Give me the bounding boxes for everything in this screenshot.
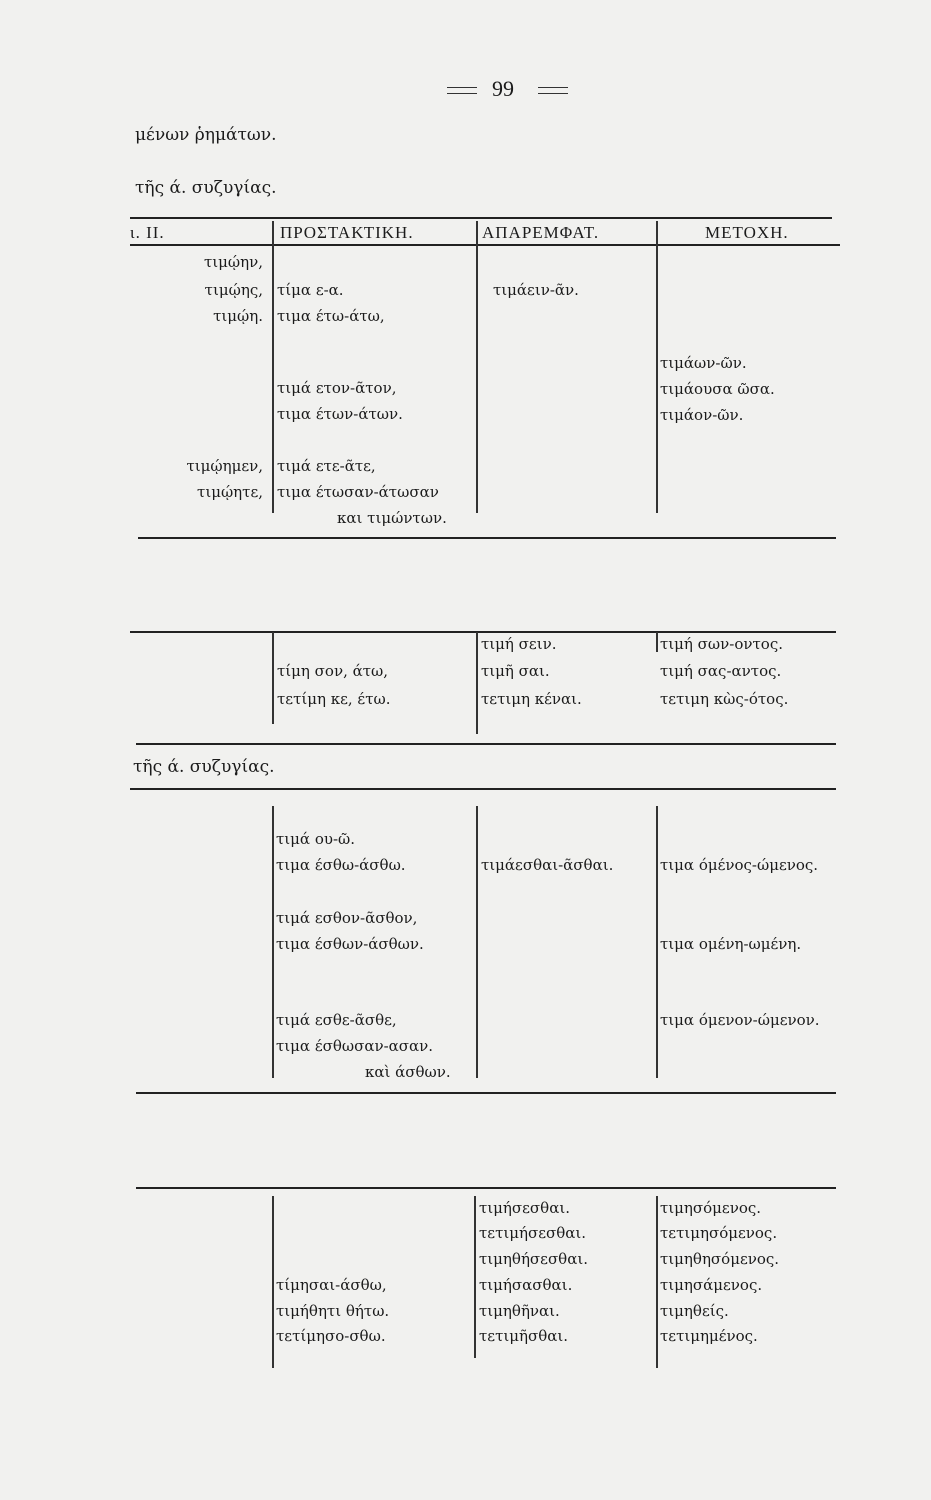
table1-optative-2: τιμῴης, xyxy=(204,281,263,299)
table4-participle-1: τιμησόμενος. xyxy=(660,1199,762,1217)
table3-vline-3 xyxy=(656,806,658,1078)
table2-bottom-rule xyxy=(136,743,836,745)
table1-optative-1: τιμῴην, xyxy=(203,253,263,271)
table2-top-rule xyxy=(130,631,836,633)
table4-infinitive-6: τετιμῆσθαι. xyxy=(479,1327,569,1345)
heading-line-1: μένων ῥημάτων. xyxy=(135,125,277,145)
table1-participle-3: τιμάον-ῶν. xyxy=(660,406,744,424)
page-number-ornament-right xyxy=(538,87,568,94)
table1-vline-3 xyxy=(656,221,658,513)
table3-imperative-4: τιμα έσθων-άσθων. xyxy=(276,935,424,953)
table4-participle-3: τιμηθησόμενος. xyxy=(660,1250,780,1268)
table1-col-participle: ΜΕΤΟΧΗ. xyxy=(705,223,789,242)
table3-imperative-2: τιμα έσθω-άσθω. xyxy=(276,856,406,874)
table1-imperative-6: τιμα έτωσαν-άτωσαν xyxy=(277,483,439,501)
table3-bottom-rule xyxy=(136,1092,836,1094)
table1-participle-1: τιμάων-ῶν. xyxy=(660,354,747,372)
table2-imperative-1: τίμη σον, άτω, xyxy=(277,662,389,680)
table3-imperative-6: τιμα έσθωσαν-ασαν. xyxy=(276,1037,434,1055)
table3-imperative-5: τιμά εσθε-ᾶσθε, xyxy=(276,1011,397,1029)
table2-infinitive-2: τιμῆ σαι. xyxy=(481,662,550,680)
table4-infinitive-1: τιμήσεσθαι. xyxy=(479,1199,570,1217)
page-number: 99 xyxy=(492,76,514,101)
table3-top-rule xyxy=(130,788,836,790)
table4-infinitive-4: τιμήσασθαι. xyxy=(479,1276,573,1294)
table3-participle-1: τιμα όμένος-ώμενος. xyxy=(660,856,819,874)
table2-vline-2 xyxy=(476,632,478,734)
table1-optative-3: τιμῴη. xyxy=(213,307,263,325)
table3-imperative-7: καὶ άσθων. xyxy=(365,1063,451,1081)
table1-imperative-5: τιμά ετε-ᾶτε, xyxy=(277,457,376,475)
table1-imperative-7: και τιμώντων. xyxy=(337,509,447,527)
table1-header-rule xyxy=(130,244,840,246)
table4-participle-4: τιμησάμενος. xyxy=(660,1276,763,1294)
table2-participle-2: τιμή σας-αντος. xyxy=(660,662,782,680)
table1-top-rule xyxy=(130,217,832,219)
table3-imperative-1: τιμά ου-ῶ. xyxy=(276,830,356,848)
table1-vline-2 xyxy=(476,221,478,513)
table1-col-infinitive: ΑΠΑΡΕΜΦΑΤ. xyxy=(482,223,600,242)
table1-imperative-3: τιμά ετον-ᾶτον, xyxy=(277,379,397,397)
page-number-ornament-left xyxy=(447,87,477,94)
table4-vline-3 xyxy=(656,1196,658,1368)
table4-infinitive-2: τετιμήσεσθαι. xyxy=(479,1224,587,1242)
table4-top-rule xyxy=(136,1187,836,1189)
table4-imperative-3: τετίμησο-σθω. xyxy=(276,1327,386,1345)
section2-title: τῆς ά. συζυγίας. xyxy=(133,757,275,777)
table4-participle-5: τιμηθείς. xyxy=(660,1302,729,1320)
table4-participle-2: τετιμησόμενος. xyxy=(660,1224,778,1242)
table1-col-first: ι. II. xyxy=(130,223,165,242)
table2-infinitive-3: τετιμη κέναι. xyxy=(481,690,582,708)
heading-line-2: τῆς ά. συζυγίας. xyxy=(135,178,277,198)
table3-participle-3: τιμα όμενον-ώμενον. xyxy=(660,1011,820,1029)
table3-vline-2 xyxy=(476,806,478,1078)
table2-vline-3 xyxy=(656,632,658,652)
table1-bottom-rule xyxy=(138,537,836,539)
table3-participle-2: τιμα ομένη-ωμένη. xyxy=(660,935,802,953)
table4-vline-2 xyxy=(474,1196,476,1358)
table2-participle-1: τιμή σων-οντος. xyxy=(660,635,783,653)
table1-col-imperative: ΠΡΟΣΤΑΚΤΙΚΗ. xyxy=(280,223,414,242)
table3-imperative-3: τιμά εσθον-ᾶσθον, xyxy=(276,909,418,927)
table2-vline-1 xyxy=(272,632,274,724)
table4-infinitive-3: τιμηθήσεσθαι. xyxy=(479,1250,588,1268)
table1-imperative-2: τιμα έτω-άτω, xyxy=(277,307,385,325)
table4-imperative-2: τιμήθητι θήτω. xyxy=(276,1302,390,1320)
table3-vline-1 xyxy=(272,806,274,1078)
table4-vline-1 xyxy=(272,1196,274,1368)
table1-infinitive-1: τιμάειν-ᾶν. xyxy=(493,281,579,299)
table1-optative-5: τιμῴητε, xyxy=(197,483,263,501)
table1-optative-4: τιμῴημεν, xyxy=(186,457,263,475)
table4-infinitive-5: τιμηθῆναι. xyxy=(479,1302,560,1320)
table4-imperative-1: τίμησαι-άσθω, xyxy=(276,1276,387,1294)
table4-participle-6: τετιμημένος. xyxy=(660,1327,758,1345)
table2-imperative-2: τετίμη κε, έτω. xyxy=(277,690,391,708)
table1-imperative-4: τιμα έτων-άτων. xyxy=(277,405,403,423)
table2-infinitive-1: τιμή σειν. xyxy=(481,635,557,653)
table2-participle-3: τετιμη κὼς-ότος. xyxy=(660,690,789,708)
table1-vline-1 xyxy=(272,221,274,513)
table3-infinitive-1: τιμάεσθαι-ᾶσθαι. xyxy=(481,856,614,874)
table1-imperative-1: τίμα ε-α. xyxy=(277,281,344,299)
table1-participle-2: τιμάουσα ῶσα. xyxy=(660,380,775,398)
